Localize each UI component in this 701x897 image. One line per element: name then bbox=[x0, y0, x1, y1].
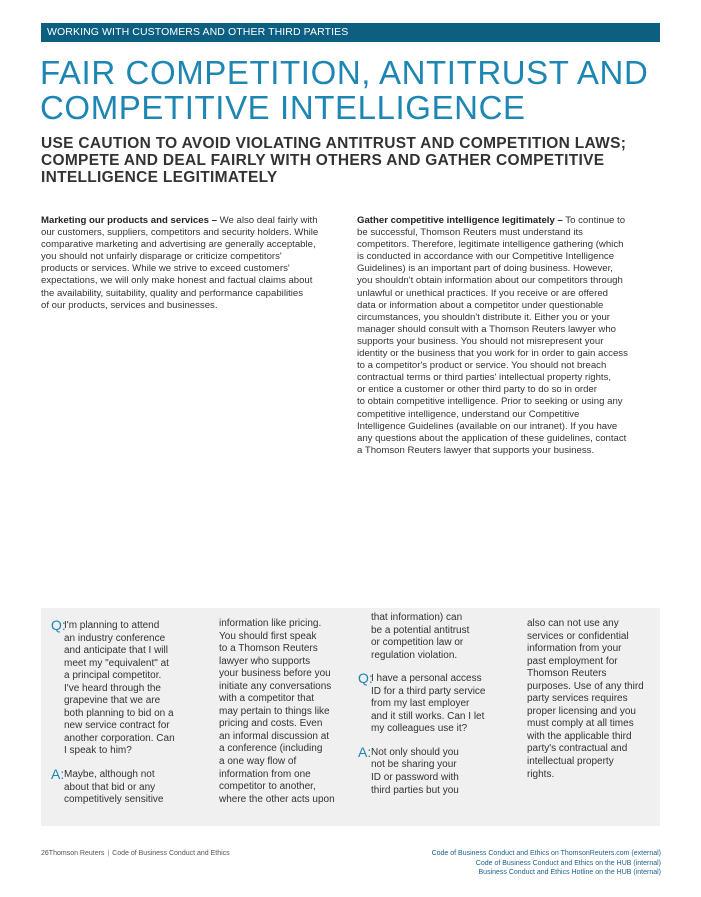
qa-text-line: I speak to him? bbox=[64, 745, 132, 757]
body-text-line: a Thomson Reuters lawyer that supports your business. bbox=[357, 444, 595, 456]
qa-text-line: be a potential antitrust bbox=[371, 624, 470, 636]
qa-text-line: party services requires bbox=[527, 693, 628, 705]
footer-link-external-code[interactable]: Code of Business Conduct and Ethics on ThomsonReuters.com (external) bbox=[431, 850, 661, 857]
answer-2 bbox=[358, 743, 503, 797]
qa-text-line: regulation violation. bbox=[371, 649, 458, 661]
qa-text-line: or competition law or bbox=[371, 637, 464, 649]
qa-text-line: from my last employer bbox=[371, 698, 470, 710]
body-text-line: Intelligence Guidelines (available on our intranet). If you have bbox=[357, 420, 618, 432]
qa-text-line: I've heard through the bbox=[64, 682, 161, 694]
qa-text-line: third parties but you bbox=[371, 784, 459, 796]
answer-1-continued bbox=[358, 612, 503, 662]
body-text-line: to obtain competitive intelligence. Prior to seeking or using any bbox=[357, 396, 623, 408]
footer-links bbox=[432, 849, 661, 878]
qa-box bbox=[41, 608, 660, 826]
question-2 bbox=[358, 670, 503, 736]
qa-text-line: grapevine that we are bbox=[64, 695, 161, 707]
qa-text-line: with the applicable third bbox=[527, 730, 632, 742]
qa-column-1 bbox=[51, 617, 211, 807]
qa-text-line: not be sharing your bbox=[371, 759, 457, 771]
qa-text-line: must comply at all times bbox=[527, 718, 634, 730]
body-text-line: you should not unfairly disparage or criticize competitors' bbox=[41, 251, 282, 263]
qa-text-line: about that bid or any bbox=[64, 781, 156, 793]
page-title bbox=[40, 55, 680, 125]
qa-text-line: that information) can bbox=[371, 612, 463, 623]
qa-text-line: initiate any conversations bbox=[219, 680, 332, 692]
qa-text-line: also can not use any bbox=[527, 618, 619, 629]
body-text-line: data or information about a competitor under questionable bbox=[357, 299, 604, 311]
qa-text-line: both planning to bid on a bbox=[64, 707, 174, 719]
footer-divider: | bbox=[107, 850, 110, 857]
qa-text-line: competitor to another, bbox=[219, 781, 316, 793]
page-subtitle-line: COMPETE AND DEAL FAIRLY WITH OTHERS AND GATHER COMPETITIVE bbox=[41, 152, 605, 169]
page-title-line: FAIR COMPETITION, ANTITRUST AND bbox=[40, 54, 649, 91]
qa-text-line: may pertain to things like bbox=[219, 705, 330, 717]
body-text-line: of our products, services and businesses. bbox=[41, 299, 218, 311]
ci-heading: Gather competitive intelligence legitimately – bbox=[357, 215, 563, 226]
footer-link-hub-code[interactable]: Code of Business Conduct and Ethics on the HUB (internal) bbox=[475, 859, 661, 867]
body-text-line: supports your business. You should not misrepresent your bbox=[357, 335, 604, 347]
qa-column-3 bbox=[358, 612, 503, 797]
body-text-line: any questions about the application of these guidelines, contact bbox=[357, 432, 627, 444]
body-text-line: We also deal fairly with bbox=[216, 215, 318, 226]
qa-text-line: and it still works. Can I let bbox=[371, 710, 485, 722]
qa-text-line: I have a personal access bbox=[371, 673, 482, 685]
qa-text-line: a principal competitor. bbox=[64, 670, 162, 682]
body-text-line: competitors. Therefore, legitimate intelligence gathering (which bbox=[357, 239, 624, 251]
body-text-line: you shouldn't obtain information about our competitors through bbox=[357, 275, 623, 287]
qa-column-4 bbox=[527, 618, 657, 781]
qa-text-line: my colleagues use it? bbox=[371, 723, 468, 735]
page-title-line: COMPETITIVE INTELLIGENCE bbox=[40, 89, 526, 126]
qa-text-line: Thomson Reuters bbox=[527, 668, 607, 680]
qa-text-line: past employment for bbox=[527, 655, 618, 667]
qa-text-line: new service contract for bbox=[64, 720, 170, 732]
body-text-line: products or services. While we strive to exceed customers' bbox=[41, 263, 290, 275]
qa-text-line: competitively sensitive bbox=[64, 794, 164, 806]
qa-text-line: pricing and costs. Even bbox=[219, 718, 323, 730]
qa-text-line: rights. bbox=[527, 768, 555, 780]
page-subtitle-line: USE CAUTION TO AVOID VIOLATING ANTITRUST AND COMPETITION LAWS; bbox=[41, 135, 627, 152]
answer-1 bbox=[51, 766, 211, 807]
footer-link-hotline[interactable]: Business Conduct and Ethics Hotline on the HUB (internal) bbox=[478, 869, 661, 876]
body-text-line: identity or the business that you work for in order to gain access bbox=[357, 348, 628, 360]
body-text-line: or entice a customer or other third party to do so in order bbox=[357, 384, 597, 396]
qa-text-line: where the other acts upon bbox=[219, 793, 335, 805]
qa-text-line: an industry conference bbox=[64, 632, 166, 644]
qa-text-line: meet my "equivalent" at bbox=[64, 657, 169, 669]
question-marker: Q: bbox=[51, 617, 66, 633]
marketing-first-line bbox=[41, 215, 341, 227]
qa-text-line: an informal discussion at bbox=[219, 730, 330, 742]
qa-text-line: Maybe, although not bbox=[64, 769, 155, 781]
answer-marker: A: bbox=[51, 766, 65, 783]
qa-text-line: a one way flow of bbox=[219, 756, 297, 768]
qa-text-line: ID for a third party service bbox=[371, 685, 486, 697]
body-text-line: be successful, Thomson Reuters must understand its bbox=[357, 227, 583, 239]
qa-text-line: information from your bbox=[527, 643, 622, 655]
body-text-line: contractual terms or third parties' intellectual property rights, bbox=[357, 372, 612, 384]
qa-text-line: information from one bbox=[219, 768, 311, 780]
qa-text-line: intellectual property bbox=[527, 756, 614, 768]
page-number: 26 bbox=[41, 850, 49, 857]
body-text-line: the availability, suitability, quality and performance capabilities bbox=[41, 287, 304, 299]
qa-spacer bbox=[358, 662, 503, 673]
question-marker: Q: bbox=[358, 670, 373, 687]
body-text-line: expectations, we will only make honest and factual claims about bbox=[41, 275, 313, 287]
body-text-line: our customers, suppliers, competitors and security holders. While bbox=[41, 227, 319, 239]
body-text-line: circumstances, you shouldn't distribute it. Either you or your bbox=[357, 311, 610, 323]
qa-text-line: another corporation. Can bbox=[64, 732, 175, 744]
qa-text-line: Not only should you bbox=[371, 746, 459, 758]
body-text-line: to a competitor's product or service. You should not breach bbox=[357, 360, 607, 372]
competitive-intelligence-section bbox=[357, 215, 661, 457]
section-label-bar bbox=[41, 23, 660, 42]
qa-text-line: a conference (including bbox=[219, 743, 323, 755]
qa-text-line: party's contractual and bbox=[527, 743, 628, 755]
qa-text-line: with a competitor that bbox=[219, 693, 315, 705]
body-text-line: comparative marketing and advertising are generally acceptable, bbox=[41, 239, 316, 251]
body-text-line: To continue to bbox=[562, 215, 626, 226]
body-text-line: Guidelines) is an important part of doing business. However, bbox=[357, 263, 613, 275]
qa-text-line: proper licensing and you bbox=[527, 705, 636, 717]
qa-text-line: and anticipate that I will bbox=[64, 645, 168, 657]
qa-text-line: I'm planning to attend bbox=[64, 620, 160, 631]
qa-text-line: services or confidential bbox=[527, 630, 629, 642]
qa-text-line: You should first speak bbox=[219, 630, 317, 642]
qa-spacer bbox=[358, 736, 503, 747]
question-1 bbox=[51, 617, 211, 758]
footer-page-info bbox=[41, 850, 230, 857]
body-text-line: manager should consult with a Thomson Reuters lawyer who bbox=[357, 323, 616, 335]
qa-text-line: to a Thomson Reuters bbox=[219, 643, 318, 655]
footer-company: Thomson Reuters bbox=[48, 850, 105, 857]
ci-first-line bbox=[357, 215, 661, 227]
page-subtitle-line: INTELLIGENCE LEGITIMATELY bbox=[41, 169, 278, 186]
footer-doc-title: Code of Business Conduct and Ethics bbox=[112, 850, 230, 857]
qa-text-line: purposes. Use of any third bbox=[527, 680, 644, 692]
body-text-line: competitive intelligence, understand our Competitive bbox=[357, 408, 580, 420]
page-subtitle bbox=[41, 135, 681, 186]
answer-marker: A: bbox=[358, 743, 372, 760]
body-text-line: unlawful or unethical practices. If you receive or are offered bbox=[357, 287, 608, 299]
marketing-heading: Marketing our products and services – bbox=[41, 215, 217, 226]
body-text-line: is conducted in accordance with our Competitive Intelligence bbox=[357, 251, 615, 263]
qa-text-line: lawyer who supports bbox=[219, 655, 311, 667]
qa-text-line: your business before you bbox=[219, 668, 331, 680]
marketing-section bbox=[41, 215, 341, 312]
qa-text-line: ID or password with bbox=[371, 772, 459, 784]
section-label: WORKING WITH CUSTOMERS AND OTHER THIRD PARTIES bbox=[47, 26, 349, 38]
qa-column-2 bbox=[219, 618, 364, 806]
qa-spacer bbox=[51, 758, 211, 769]
qa-text-line: information like pricing. bbox=[219, 618, 322, 629]
